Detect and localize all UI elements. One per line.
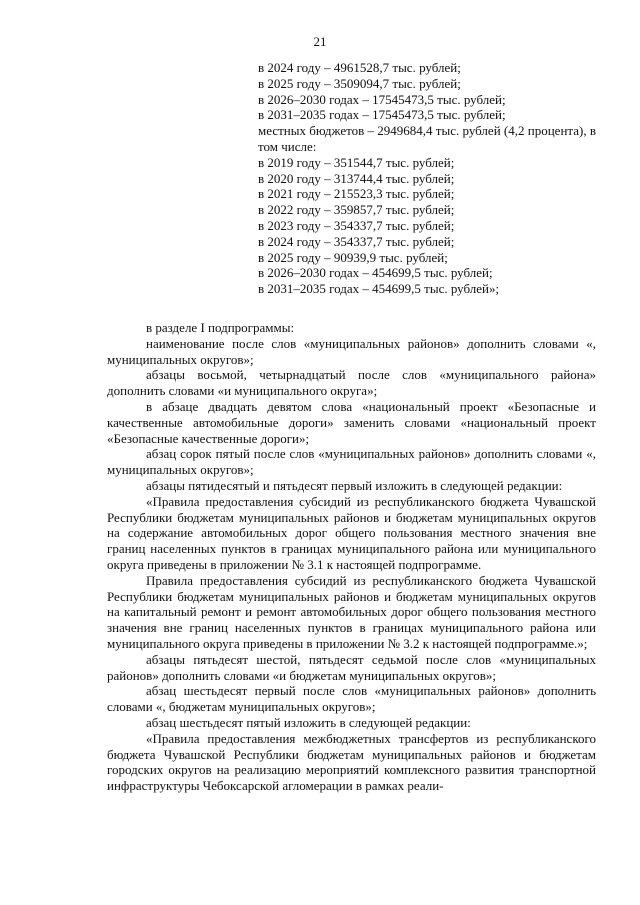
funding-line: в 2026–2030 годах – 17545473,5 тыс. рублей; [258,91,506,107]
amendments-text [107,320,596,794]
funding-line: в 2020 году – 313744,4 тыс. рублей; [258,170,455,186]
paragraph: в разделе I подпрограммы: [146,320,295,335]
paragraph: абзацы пятидесятый и пятьдесят первый изложить в следующей редакции: [146,477,563,493]
quoted-rule-paragraph: «Правила предоставления межбюджетных трансфертов из республиканского бюджета Чувашской Республики бюджетам муниципальных районов и бюджетам городских округов на реализацию мероприятий комплексного развития транспортной инфраструктуры Чебоксарской агломерации в рамках реали- [107,730,596,794]
paragraph: в абзаце двадцать девятом слова «национальный проект «Безопасные и качественные автомобильные дороги» заменить словами «национальный проект «Безопасные качественные дороги»; [107,398,596,446]
funding-line: в 2031–2035 годах – 17545473,5 тыс. рублей; [258,107,506,123]
funding-line: в 2019 году – 351544,7 тыс. рублей; [258,154,455,170]
page-number: 21 [313,34,327,49]
paragraph: абзац сорок пятый после слов «муниципальных районов» дополнить словами «, муниципальных округов»; [107,446,596,478]
quoted-rule-paragraph: «Правила предоставления субсидий из республиканского бюджета Чувашской Республики бюджетам муниципальных районов и бюджетам муниципальных округов на содержание автомобильных дорог общего пользования местного значения вне границ населенных пунктов в границах муниципального района или муниципального округа приведены в приложении № 3.1 к настоящей подпрограмме. [107,493,596,572]
funding-line: в 2026–2030 годах – 454699,5 тыс. рублей; [258,265,493,281]
funding-line: в 2024 году – 4961528,7 тыс. рублей; [258,60,461,75]
paragraph: абзацы восьмой, четырнадцатый после слов «муниципального района» дополнить словами «и муниципального округа»; [107,367,596,399]
paragraph: абзац шестьдесят первый после слов «муниципальных районов» дополнить словами «, бюджетам муниципальных округов»; [107,683,596,715]
funding-line: в 2023 году – 354337,7 тыс. рублей; [258,217,455,233]
funding-line: в 2021 году – 215523,3 тыс. рублей; [258,186,455,202]
funding-line: в 2024 году – 354337,7 тыс. рублей; [258,233,455,249]
paragraph: абзац шестьдесят пятый изложить в следующей редакции: [146,714,471,730]
funding-line-local-budgets: местных бюджетов – 2949684,4 тыс. рублей (4,2 процента), в том числе: [258,123,596,154]
funding-line: в 2025 году – 90939,9 тыс. рублей; [258,249,448,265]
funding-amounts-list [258,60,596,297]
paragraph: абзацы пятьдесят шестой, пятьдесят седьмой после слов «муниципальных районов» дополнить словами «и бюджетам муниципальных округов»; [107,651,596,683]
paragraph: наименование после слов «муниципальных районов» дополнить словами «, муниципальных округов»; [107,335,596,367]
quoted-rule-paragraph: Правила предоставления субсидий из республиканского бюджета Чувашской Республики бюджетам муниципальных районов и бюджетам муниципальных округов на капитальный ремонт и ремонт автомобильных дорог общего пользования местного значения вне границ населенных пунктов в границах муниципального района или муниципального округа приведены в приложении № 3.2 к настоящей подпрограмме.»; [107,572,596,651]
funding-line: в 2025 году – 3509094,7 тыс. рублей; [258,75,461,91]
funding-line: в 2031–2035 годах – 454699,5 тыс. рублей»; [258,281,500,297]
funding-line: в 2022 году – 359857,7 тыс. рублей; [258,202,455,218]
